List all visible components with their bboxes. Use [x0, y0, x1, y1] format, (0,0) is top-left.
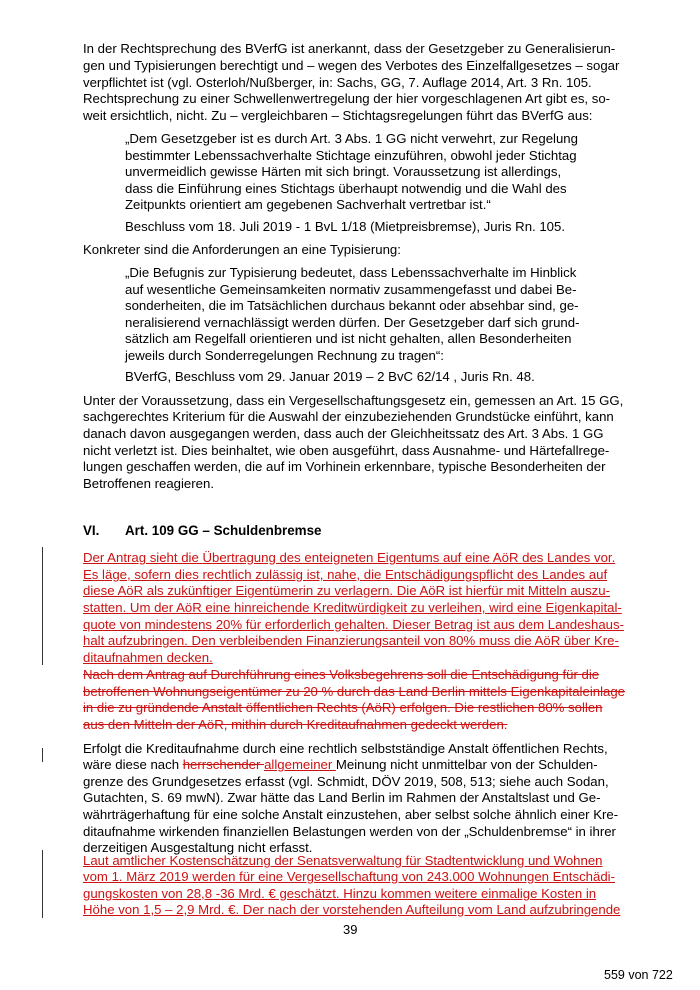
text-line-revised — [83, 757, 598, 773]
quote-line: sonderheiten, die im Tatsächlichen durchaus bekannt oder absehbar sind, ge- — [125, 298, 579, 313]
change-bar — [42, 547, 43, 665]
citation: BVerfG, Beschluss vom 29. Januar 2019 – 2 BvC 62/14 , Juris Rn. 48. — [125, 369, 535, 384]
inserted-line: Laut amtlicher Kostenschätzung der Senatsverwaltung für Stadtentwicklung und Wohnen — [83, 853, 603, 868]
text-line: verpflichtet ist (vgl. Osterloh/Nußberger, in: Sachs, GG, 7. Auflage 2014, Art. 3 Rn. 105. — [83, 75, 592, 90]
inserted-word: allgemeiner — [264, 757, 336, 772]
text-line: Gutachten, S. 69 mwN). Zwar hätte das Land Berlin im Rahmen der Anstaltslast und Ge- — [83, 790, 601, 805]
inserted-line: statten. Um der AöR eine hinreichende Kreditwürdigkeit zu verleihen, wird eine Eigenkapital- — [83, 600, 622, 615]
section-number: VI. — [83, 523, 100, 538]
text-line: Unter der Voraussetzung, dass ein Vergesellschaftungsgesetz ein, gemessen an Art. 15 GG, — [83, 393, 624, 408]
change-bar — [42, 850, 43, 918]
inserted-line: ditaufnahmen decken. — [83, 650, 213, 665]
quote-line: unvermeidlich gewisse Härten mit sich bringt. Voraussetzung ist allerdings, — [125, 164, 562, 179]
inserted-line: Der Antrag sieht die Übertragung des enteigneten Eigentums auf eine AöR des Landes vor. — [83, 550, 616, 565]
text-span: wäre diese nach — [83, 757, 183, 772]
quote-line: jeweils durch Sonderregelungen Rechnung zu tragen“: — [125, 348, 444, 363]
citation: Beschluss vom 18. Juli 2019 - 1 BvL 1/18 (Mietpreisbremse), Juris Rn. 105. — [125, 219, 566, 234]
text-line: Erfolgt die Kreditaufnahme durch eine rechtlich selbstständige Anstalt öffentlichen Rechts, — [83, 741, 608, 756]
inserted-line: gungskosten von 28,8 -36 Mrd. € geschätzt. Hinzu kommen weitere einmalige Kosten in — [83, 886, 597, 901]
deleted-word: herrschender — [182, 757, 265, 772]
text-line: gen und Typisierungen berechtigt und – wegen des Verbotes des Einzelfallgesetzes – sogar — [83, 58, 620, 73]
quote-line: bestimmter Lebenssachverhalte Stichtage einzuführen, obwohl jeder Stichtag — [125, 148, 577, 163]
quote-line: neralisierend vernachlässigt werden dürfen. Der Gesetzgeber darf sich grund- — [125, 315, 580, 330]
inserted-line: halt aufzubringen. Den verbleibenden Finanzierungsanteil von 80% muss die AöR über Kre- — [83, 633, 619, 648]
text-line: weit ersichtlich, nicht. Zu – vergleichbaren – Stichtagsregelungen führt das BVerfG aus: — [83, 108, 593, 123]
deleted-line: Nach dem Antrag auf Durchführung eines Volksbegehrens soll die Entschädigung für die — [83, 667, 600, 682]
change-bar — [42, 748, 43, 762]
deleted-line: aus den Mitteln der AöR, mithin durch Kreditaufnahmen gedeckt werden. — [83, 717, 508, 732]
inserted-line: vom 1. März 2019 werden für eine Vergesellschaftung von 243.000 Wohnungen Entschädi- — [83, 869, 615, 884]
text-line: Betroffenen reagieren. — [83, 476, 214, 491]
section-title: Art. 109 GG – Schuldenbremse — [125, 523, 322, 538]
page-number: 39 — [343, 922, 358, 937]
text-line: In der Rechtsprechung des BVerfG ist anerkannt, dass der Gesetzgeber zu Generalisierun- — [83, 41, 616, 56]
text-line: grenze des Grundgesetzes erfasst (vgl. Schmidt, DÖV 2019, 508, 513; siehe auch Sodan, — [83, 774, 609, 789]
quote-line: sätzlich am Regelfall orientieren und ist nicht gehalten, allen Besonderheiten — [125, 331, 572, 346]
inserted-line: Es läge, sofern dies rechtlich zulässig ist, nahe, die Entschädigungspflicht des Landes auf — [83, 567, 608, 582]
text-line: danach davon ausgegangen werden, dass auch der Gleichheitssatz des Art. 3 Abs. 1 GG — [83, 426, 604, 441]
deleted-line: in die zu gründende Anstalt öffentlichen Rechts (AöR) erfolgen. Die restlichen 80% sollen — [83, 700, 603, 715]
quote-line: Zeitpunkts orientiert am gegebenen Sachverhalt vertretbar ist.“ — [125, 197, 491, 212]
paragraph-typisierung-intro: Konkreter sind die Anforderungen an eine Typisierung: — [83, 242, 401, 257]
text-line: ditaufnahme wirkenden finanziellen Belastungen werden von der „Schuldenbremse“ in ihrer — [83, 824, 616, 839]
deleted-line: betroffenen Wohnungseigentümer zu 20 % durch das Land Berlin mittels Eigenkapitaleinlage — [83, 684, 626, 699]
text-line: sachgerechtes Kriterium für die Auswahl der einzubeziehenden Grundstücke einführt, kann — [83, 409, 614, 424]
text-line: nicht verletzt ist. Dies beinhaltet, wie oben ausgeführt, dass Ausnahme- und Härtefallrege- — [83, 443, 610, 458]
text-span: Meinung nicht unmittelbar von der Schulden- — [335, 757, 598, 772]
quote-line: auf wesentliche Gemeinsamkeiten normativ zusammengefasst und dabei Be- — [125, 282, 577, 297]
page-count: 559 von 722 — [604, 968, 673, 982]
text-line: währträgerhaftung für eine solche Anstalt einzustehen, aber selbst solche ähnlich einer Kre- — [83, 807, 619, 822]
quote-line: „Dem Gesetzgeber ist es durch Art. 3 Abs. 1 GG nicht verwehrt, zur Regelung — [125, 131, 578, 146]
text-line: lungen geschaffen werden, die auf im Vorhinein erkennbare, typische Besonderheiten der — [83, 459, 606, 474]
inserted-line: diese AöR als zukünftiger Eigentümerin zu verlagern. Die AöR ist hierfür mit Mitteln auszu- — [83, 583, 611, 598]
inserted-line: Höhe von 1,5 – 2,9 Mrd. €. Der nach der vorstehenden Aufteilung vom Land aufzubringende — [83, 902, 621, 917]
text-line: Rechtsprechung zu einer Schwellenwertregelung der hier vorgeschlagenen Art gibt es, so- — [83, 91, 611, 106]
text-line: derzeitigen Ausgestaltung nicht erfasst. — [83, 840, 313, 855]
quote-line: „Die Befugnis zur Typisierung bedeutet, dass Lebenssachverhalte im Hinblick — [125, 265, 577, 280]
quote-line: dass die Einführung eines Stichtags überhaupt notwendig und die Wahl des — [125, 181, 567, 196]
inserted-line: quote von mindestens 20% für erforderlich gehalten. Dieser Betrag ist aus dem Landeshaus- — [83, 617, 624, 632]
